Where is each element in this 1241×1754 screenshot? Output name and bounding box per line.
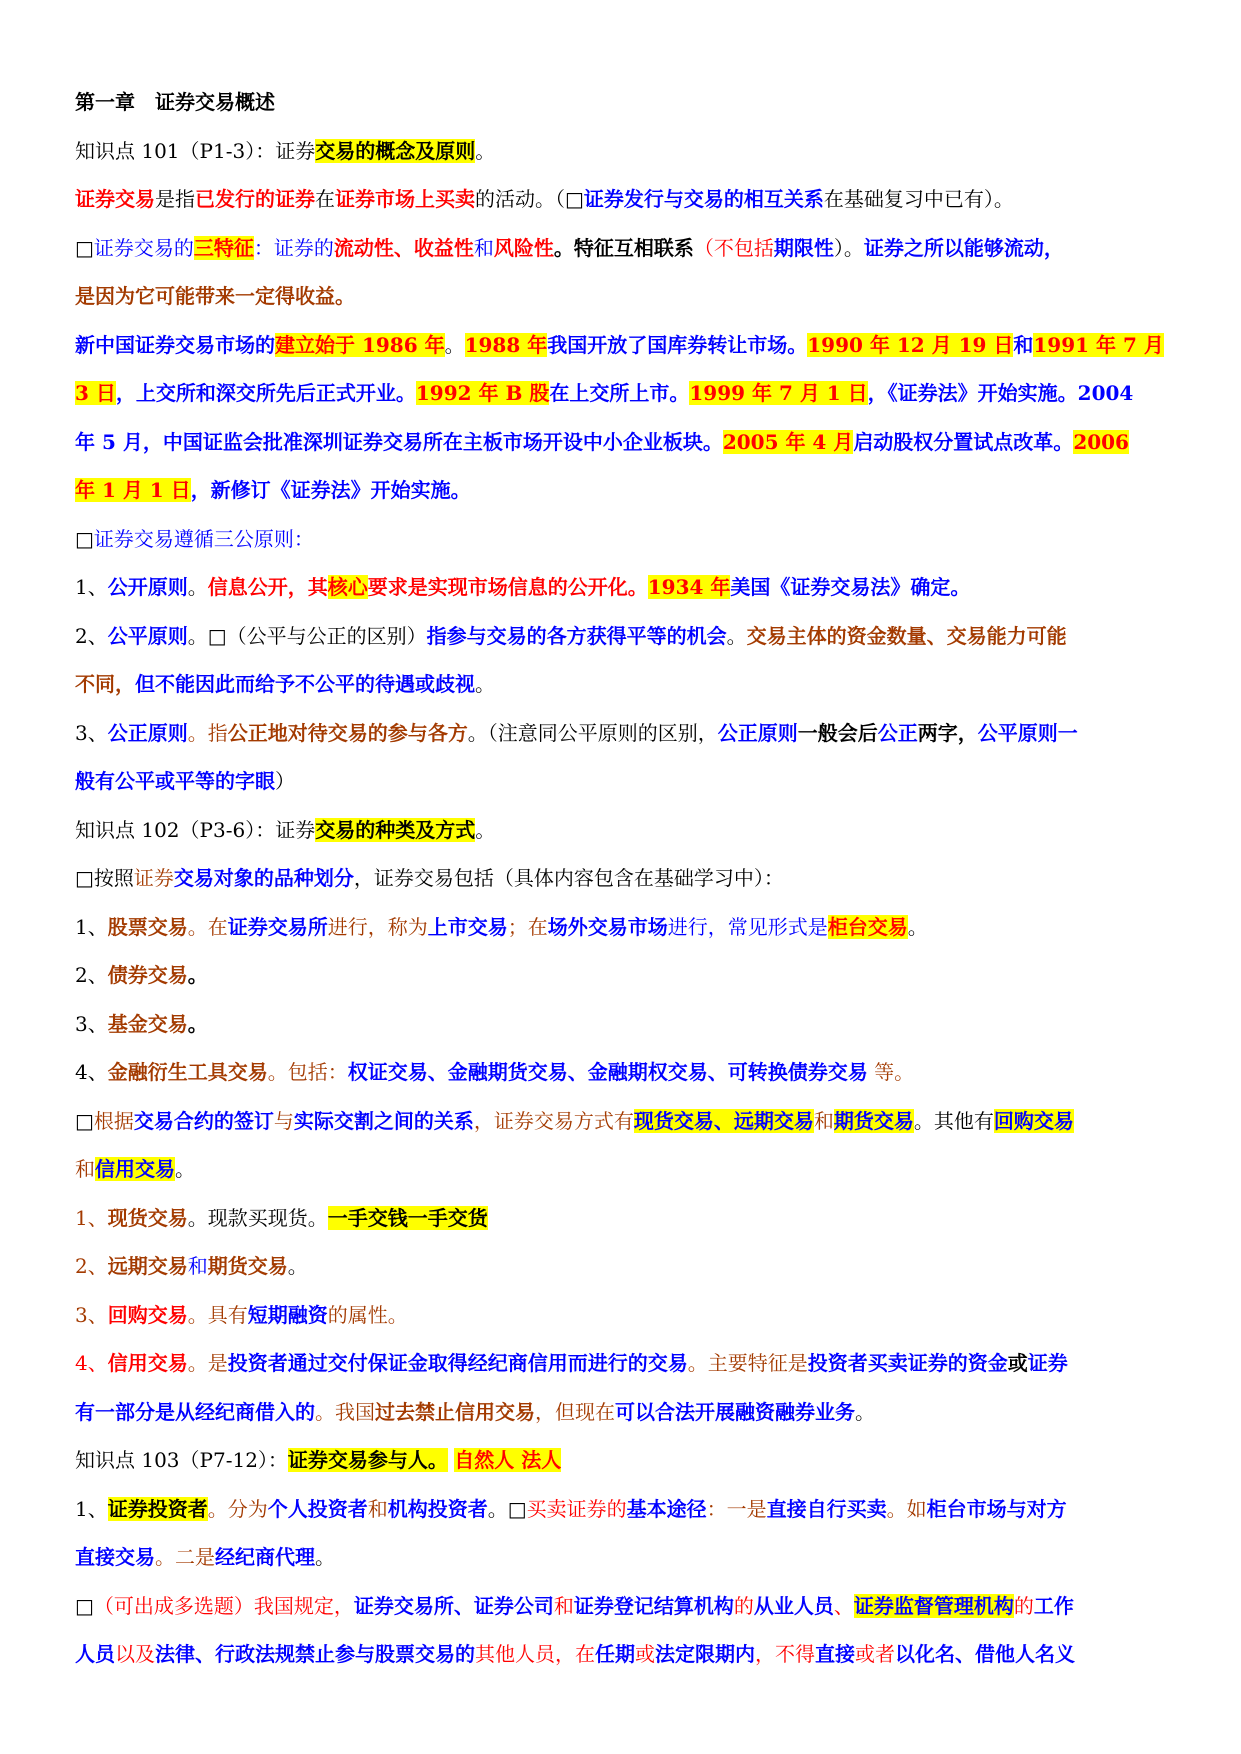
text-run: 。 xyxy=(187,1011,208,1036)
text-run: 交易对象的品种划分 xyxy=(173,866,354,890)
highlighted-text: 证券监督管理机构 xyxy=(853,1593,1014,1618)
text-run: 。 xyxy=(175,1157,195,1181)
text-run: 期货交易 xyxy=(207,1254,288,1278)
text-run: 知识点 102（P3-6）：证券 xyxy=(75,817,316,842)
highlighted-text: 现货交易、远期交易 xyxy=(633,1108,814,1133)
text-run: 证券 xyxy=(1027,1351,1068,1375)
text-line xyxy=(75,709,1175,758)
highlighted-text: 交易的概念及原则 xyxy=(315,138,476,163)
text-run: 的活动。（□ xyxy=(475,187,584,211)
text-run: 的 xyxy=(1013,1593,1034,1618)
text-run: 。 xyxy=(855,1399,875,1424)
text-run: 投资者买卖证券的资金 xyxy=(807,1351,1008,1375)
text-run: 。 xyxy=(907,914,928,939)
text-run: 进行，称为 xyxy=(327,914,428,939)
text-run: 证券之所以能够流动， xyxy=(863,235,1064,260)
text-line xyxy=(75,612,1175,661)
text-run: 2、 xyxy=(75,963,108,987)
highlighted-text: 交易的种类及方式 xyxy=(315,817,476,842)
text-line xyxy=(75,1097,1175,1146)
text-run: 现货交易 xyxy=(107,1205,188,1230)
text-run: 。 xyxy=(475,672,495,696)
text-run: 证券交易遵循三公原则： xyxy=(93,526,314,551)
text-run: 交易合约的签订 xyxy=(133,1108,274,1133)
highlighted-text: 信用交易 xyxy=(95,1157,175,1181)
text-line xyxy=(75,1339,1175,1388)
text-run: 基本途径 xyxy=(626,1496,707,1521)
text-run: 直接交易 xyxy=(75,1545,155,1569)
text-run: 个人投资者 xyxy=(267,1496,368,1521)
text-run: 法定限期内 xyxy=(655,1642,755,1666)
text-run: 。□（公平与公正的区别） xyxy=(187,623,427,648)
text-line xyxy=(75,660,1175,709)
text-run: 经纪商代理 xyxy=(215,1545,315,1569)
text-run: 以化名、借他人名义 xyxy=(895,1642,1075,1666)
text-run: ，证券交易方式有 xyxy=(473,1108,634,1133)
paragraph xyxy=(75,1097,1175,1194)
text-run: 直接自行买卖 xyxy=(766,1496,887,1521)
text-run: 是因为它可能带来一定得收益。 xyxy=(75,284,355,308)
text-run: 。 xyxy=(475,817,496,842)
text-run: 。 xyxy=(187,575,208,599)
text-run: 公平原则一 xyxy=(977,720,1078,745)
paragraph xyxy=(75,127,1175,176)
text-run: 。（注意同公平原则的区别， xyxy=(467,720,718,745)
paragraph xyxy=(75,1485,1175,1582)
text-line xyxy=(75,321,1175,370)
text-line xyxy=(75,1194,1175,1243)
text-line xyxy=(75,515,1175,564)
text-run: 股票交易 xyxy=(107,914,188,939)
text-line xyxy=(75,418,1175,467)
text-run: 4、 xyxy=(75,1060,108,1084)
highlighted-text: 核心 xyxy=(327,575,368,599)
text-run: 柜台市场与对方 xyxy=(926,1496,1067,1521)
paragraph xyxy=(75,1194,1175,1243)
paragraph xyxy=(75,1291,1175,1340)
text-line xyxy=(75,1000,1175,1049)
text-run: 证券 xyxy=(133,866,174,890)
text-run: 信用交易 xyxy=(107,1351,188,1375)
text-run: ，上交所和深交所先后正式开业。 xyxy=(115,381,416,405)
text-run: 的属性。 xyxy=(327,1302,408,1327)
text-run: 在基础复习中已有）。 xyxy=(823,187,1014,211)
text-run: 第一章 证券交易概述 xyxy=(75,90,275,114)
text-run: 一般会后 xyxy=(797,720,878,745)
text-run: 证券市场上买卖 xyxy=(335,187,475,211)
paragraph xyxy=(75,612,1175,709)
text-run: 。其他有 xyxy=(913,1108,994,1133)
paragraph xyxy=(75,806,1175,855)
text-run: 回购交易 xyxy=(107,1302,188,1327)
text-run: 或 xyxy=(1007,1351,1028,1375)
text-run: 启动股权分置试点改革。 xyxy=(853,429,1074,454)
text-run: 已发行的证券 xyxy=(195,187,315,211)
text-run: 场外交易市场 xyxy=(547,914,668,939)
highlighted-text: 期货交易 xyxy=(833,1108,914,1133)
text-run: 法律、行政法规禁止参与股票交易的 xyxy=(155,1642,475,1666)
text-run: 进行，常见形式是 xyxy=(667,914,828,939)
paragraph xyxy=(75,1339,1175,1436)
text-run: 。 xyxy=(187,963,208,987)
text-run: 但不能因此而给予不公平的待遇或歧视 xyxy=(135,672,475,696)
highlighted-text: 三特征 xyxy=(193,235,254,260)
paragraph xyxy=(75,1436,1175,1485)
paragraph xyxy=(75,903,1175,952)
paragraph xyxy=(75,1048,1175,1097)
text-run: 证券登记结算机构 xyxy=(573,1593,734,1618)
text-run: 直接 xyxy=(815,1642,855,1666)
text-run: 和 xyxy=(75,1157,95,1181)
paragraph xyxy=(75,515,1175,564)
text-run: 。 xyxy=(287,1254,308,1278)
text-line xyxy=(75,272,1175,321)
text-run: 机构投资者 xyxy=(387,1496,488,1521)
text-run: 期限性 xyxy=(773,235,834,260)
text-run: 1、 xyxy=(75,575,108,599)
highlighted-text: 1934 年 xyxy=(647,575,731,599)
text-run: 。分为 xyxy=(207,1496,268,1521)
paragraph xyxy=(75,175,1175,224)
highlighted-text: 1992 年 B 股 xyxy=(415,381,550,405)
text-run: 1、 xyxy=(75,914,108,939)
text-run: 。指 xyxy=(187,720,228,745)
text-run: □ xyxy=(75,526,94,551)
text-run: 交易主体的资金数量、交易能力可能 xyxy=(746,623,1067,648)
text-run: 。 xyxy=(444,332,465,357)
text-run: 工作 xyxy=(1033,1593,1074,1618)
text-run: 证券发行与交易的相互关系 xyxy=(583,187,824,211)
highlighted-text: 1991 年 7 月 xyxy=(1033,332,1164,357)
text-run: （可出成多选题）我国规定， xyxy=(93,1593,354,1618)
text-run: 2、 xyxy=(75,1254,108,1278)
text-run: 不同， xyxy=(75,672,135,696)
highlighted-text: 建立始于 1986 年 xyxy=(275,332,445,357)
text-run: ，证券交易包括（具体内容包含在基础学习中）： xyxy=(353,866,784,890)
text-run: 证券交易 xyxy=(75,187,155,211)
text-run: 3、 xyxy=(75,1302,108,1327)
paragraph xyxy=(75,854,1175,903)
text-line xyxy=(75,78,1175,127)
chapter-title xyxy=(75,78,1175,127)
text-line xyxy=(75,1388,1175,1437)
text-line xyxy=(75,1048,1175,1097)
text-run: 。如 xyxy=(886,1496,927,1521)
text-run: 公正地对待交易的参与各方 xyxy=(227,720,468,745)
highlighted-text: 2006 xyxy=(1073,429,1129,454)
text-line xyxy=(75,224,1175,273)
text-run: 信息公开，其 xyxy=(207,575,328,599)
text-run: 以及 xyxy=(115,1642,155,1666)
text-run: 任期 xyxy=(595,1642,635,1666)
text-run: 。二是 xyxy=(155,1545,215,1569)
highlighted-text: 年 1 月 1 日 xyxy=(75,478,191,502)
text-run: 。 xyxy=(726,623,747,648)
paragraph xyxy=(75,224,1175,321)
text-run: 。是 xyxy=(187,1351,228,1375)
text-run: 投资者通过交付保证金取得经纪商信用而进行的交易 xyxy=(227,1351,688,1375)
text-line xyxy=(75,175,1175,224)
text-run: ，《证券法》开始实施。2004 xyxy=(867,381,1134,405)
text-run: 和 xyxy=(553,1593,574,1618)
text-run: 远期交易 xyxy=(107,1254,188,1278)
text-run: 新中国证券交易市场的 xyxy=(75,332,275,357)
highlighted-text: 证券投资者 xyxy=(107,1496,208,1521)
text-run: 证券交易的 xyxy=(93,235,194,260)
highlighted-text: 1999 年 7 月 1 日 xyxy=(689,381,868,405)
text-run: 公正 xyxy=(877,720,918,745)
text-run: 。主要特征是 xyxy=(687,1351,808,1375)
text-run: 或者 xyxy=(855,1642,895,1666)
text-run: 和 xyxy=(813,1108,834,1133)
text-run: □ xyxy=(75,235,94,260)
text-run: 知识点 103（P7-12）： xyxy=(75,1448,288,1472)
highlighted-text: 自然人 法人 xyxy=(454,1448,562,1472)
text-run: 。我国 xyxy=(315,1399,375,1424)
text-run: 从业人员 xyxy=(753,1593,834,1618)
text-run: ，新修订《证券法》开始实施。 xyxy=(190,478,471,502)
text-run: 其他人员，在 xyxy=(475,1642,595,1666)
text-run: 等。 xyxy=(867,1060,915,1084)
text-run: 根据 xyxy=(93,1108,134,1133)
text-run: 实际交割之间的关系 xyxy=(293,1108,474,1133)
text-run: 和 xyxy=(473,235,494,260)
text-run: 公正原则 xyxy=(717,720,798,745)
text-run: 。在 xyxy=(187,914,228,939)
text-run: 4、 xyxy=(75,1351,108,1375)
text-run: 和 xyxy=(1013,332,1034,357)
text-run: 证券交易所 xyxy=(227,914,328,939)
paragraph xyxy=(75,321,1175,515)
highlighted-text: 回购交易 xyxy=(993,1108,1074,1133)
text-run: 在 xyxy=(315,187,335,211)
paragraph xyxy=(75,951,1175,1000)
highlighted-text: 1990 年 12 月 19 日 xyxy=(807,332,1014,357)
text-run: 流动性、收益性 xyxy=(333,235,474,260)
paragraph xyxy=(75,563,1175,612)
text-run: 知识点 101（P1-3）：证券 xyxy=(75,138,316,163)
text-run: 年 5 月，中国证监会批准深圳证券交易所在主板市场开设中小企业板块。 xyxy=(75,429,723,454)
text-run: 3、 xyxy=(75,720,108,745)
text-run: 两字， xyxy=(917,720,978,745)
text-line xyxy=(75,369,1175,418)
text-line xyxy=(75,1436,1175,1485)
text-run: 1、 xyxy=(75,1496,108,1521)
text-run: 在上交所上市。 xyxy=(549,381,690,405)
text-run: ：证券的 xyxy=(253,235,334,260)
text-run: 。包括： xyxy=(267,1060,348,1084)
text-run: ，但现在 xyxy=(535,1399,615,1424)
text-run: 1、 xyxy=(75,1205,108,1230)
text-line xyxy=(75,854,1175,903)
text-run: 。现款买现货。 xyxy=(187,1205,328,1230)
paragraph xyxy=(75,1000,1175,1049)
highlighted-text: 一手交钱一手交货 xyxy=(327,1205,488,1230)
text-line xyxy=(75,563,1175,612)
document-page xyxy=(75,78,1175,1679)
paragraph xyxy=(75,709,1175,806)
text-run: □按照 xyxy=(75,866,134,890)
text-run: 要求是实现市场信息的公开化。 xyxy=(367,575,648,599)
text-line xyxy=(75,127,1175,176)
text-run: 和 xyxy=(187,1254,208,1278)
text-line xyxy=(75,1291,1175,1340)
text-run: □ xyxy=(75,1593,94,1618)
text-run: 的 xyxy=(733,1593,754,1618)
text-line xyxy=(75,806,1175,855)
text-line xyxy=(75,903,1175,952)
text-line xyxy=(75,1145,1175,1194)
text-run: 。特征互相联系 xyxy=(553,235,694,260)
text-run: 美国《证券交易法》确定。 xyxy=(730,575,971,599)
text-line xyxy=(75,466,1175,515)
text-run: 基金交易 xyxy=(107,1011,188,1036)
text-run: 是指 xyxy=(155,187,195,211)
text-run: 3、 xyxy=(75,1011,108,1036)
highlighted-text: 证券交易参与人。 xyxy=(287,1448,448,1472)
text-run: 和 xyxy=(367,1496,388,1521)
text-run: 过去禁止信用交易 xyxy=(375,1399,535,1424)
text-run: 可以合法开展融资融券业务 xyxy=(615,1399,855,1424)
text-run: ） xyxy=(275,769,295,793)
text-run: 上市交易 xyxy=(427,914,508,939)
text-run: 公平原则 xyxy=(107,623,188,648)
text-run: 、 xyxy=(833,1593,854,1618)
text-line xyxy=(75,1242,1175,1291)
text-run: 债券交易 xyxy=(107,963,188,987)
text-run: ；在 xyxy=(507,914,548,939)
paragraph xyxy=(75,1582,1175,1679)
text-run: 金融衍生工具交易 xyxy=(107,1060,268,1084)
text-run: ，不得 xyxy=(755,1642,815,1666)
text-run: ：一是 xyxy=(706,1496,767,1521)
text-run: 或 xyxy=(635,1642,655,1666)
highlighted-text: 3 日 xyxy=(75,381,116,405)
text-line xyxy=(75,1582,1175,1631)
text-line xyxy=(75,1630,1175,1679)
text-run: 权证交易、金融期货交易、金融期权交易、可转换债券交易 xyxy=(347,1060,868,1084)
text-run: □ xyxy=(75,1108,94,1133)
highlighted-text: 2005 年 4 月 xyxy=(722,429,854,454)
text-run: 我国开放了国库券转让市场。 xyxy=(547,332,808,357)
text-run: 人员 xyxy=(75,1642,115,1666)
highlighted-text: 柜台交易 xyxy=(827,914,908,939)
text-line xyxy=(75,1533,1175,1582)
text-run: 公正原则 xyxy=(107,720,188,745)
text-run: 。□ xyxy=(487,1496,527,1521)
text-run: 2、 xyxy=(75,623,108,648)
text-run: （不包括 xyxy=(693,235,774,260)
text-run: 证券交易所、证券公司 xyxy=(353,1593,554,1618)
text-run: 般有公平或平等的字眼 xyxy=(75,769,275,793)
text-run: 买卖证券的 xyxy=(526,1496,627,1521)
text-run: 有一部分是从经纪商借入的 xyxy=(75,1399,315,1424)
text-run: ）。 xyxy=(833,235,864,260)
text-run: 风险性 xyxy=(493,235,554,260)
text-line xyxy=(75,1485,1175,1534)
text-line xyxy=(75,757,1175,806)
text-run: 。 xyxy=(475,138,496,163)
text-run: 。具有 xyxy=(187,1302,248,1327)
text-run: 指参与交易的各方获得平等的机会 xyxy=(426,623,727,648)
text-run: 与 xyxy=(273,1108,294,1133)
text-run: 。 xyxy=(315,1545,335,1569)
paragraph xyxy=(75,1242,1175,1291)
text-line xyxy=(75,951,1175,1000)
highlighted-text: 1988 年 xyxy=(464,332,548,357)
text-run: 短期融资 xyxy=(247,1302,328,1327)
text-run: 公开原则 xyxy=(107,575,188,599)
